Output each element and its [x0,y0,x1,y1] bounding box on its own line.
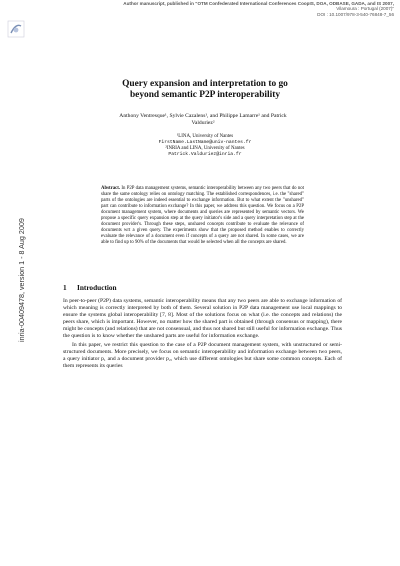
affiliations [100,134,310,158]
abstract-label: Abstract. [101,186,121,191]
authors-line-1: Anthony Ventresque¹, Sylvie Cazalens¹, and Philippe Lamarre¹ and Patrick [119,113,287,119]
section-number: 1 [63,283,67,292]
title-line-1: Query expansion and interpretation to go [122,79,288,89]
hal-id-text: inria-00409478, version 1 - 8 Aug 2009 [17,218,26,342]
section-heading [63,283,117,292]
banner-line-1: Author manuscript, published in "OTM Confederated International Conferences CoopIS, DOA, ODBASE, GADA, and IS 2007, [123,1,394,6]
abstract-text: In P2P data management systems, semantic interoperability between any two peers that do not share the same ontology relies on ontology matching. The established correspondences, i.e. the "shared" parts of the ontologies are indeed essential to exchange information. But to what extent the "unshared" part can contribute to information exchange? In this paper, we address this question. We focus on a P2P document management system, where documents and queries are represented by semantic vectors. We propose a specific query expansion step at the query initiator's side and a query interpretation step at the document provider's. Through these steps, unshared concepts contribute to evaluate the relevance of documents wrt a given query. The experiments show that the proposed method enables to correctly evaluate the relevance of a document even if concepts of a query are not shared. In some cases, we are able to find up to 90% of the documents that would be selected when all the concepts are shared. [101,186,304,245]
body-text [63,298,342,372]
publication-banner [64,1,394,17]
email-2: Patrick.Valduriez@inria.fr [168,152,242,157]
authors-line-2: Valduriez² [191,119,215,126]
section-title: Introduction [77,283,117,292]
paragraph: In peer-to-peer (P2P) data systems, semantic interoperability means that any two peers are able to exchange information of which meaning is correctly interpreted by both of them. Several solution in P2P data management use local mappings to ensure the systems global interoperability [7, 8]. Most of the solutions focus on what (i.e. the concepts and relations) the peers share, which is important. However, no matter how the shared part is obtained (through consensus or mapping), there might be concepts (and relations) that are not consensual, and thus not shared but still useful for information exchange. Thus the question is to know whether the unshared parts are useful for information exchange. [63,298,342,339]
authors [62,113,344,127]
hal-logo-icon [7,20,25,38]
affiliation-1: ¹LINA, University of Nantes [176,134,234,139]
hal-sidebar-identifier [7,218,27,342]
abstract [101,186,304,246]
paper-title [60,79,350,101]
paragraph: In this paper, we restrict this question to the case of a P2P document management system, with unstructured or semi-structured documents. More precisely, we focus on semantic interoperability and information exchange between two peers, a query initiator p₁ and a document provider p₂, which use different ontologies but share some common concepts. Each of them represents its queries [63,342,342,369]
banner-line-2: Vilamoura : Portugal (2007)" [336,6,394,12]
email-1: FirstName.LastName@univ-nantes.fr [158,140,252,145]
affiliation-2: ²INRIA and LINA, University of Nantes [165,146,245,151]
banner-line-3: DOI : 10.1007/978-3-540-76848-7_56 [317,11,394,17]
title-line-2: beyond semantic P2P interoperability [129,90,281,100]
